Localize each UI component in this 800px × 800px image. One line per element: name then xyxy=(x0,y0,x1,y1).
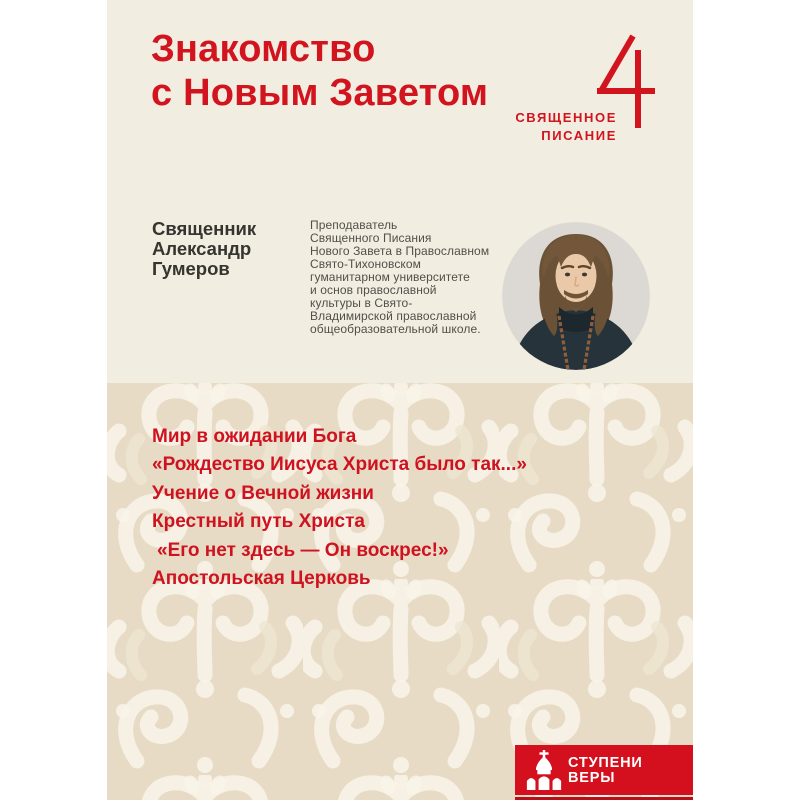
publisher-name-line2: ВЕРЫ xyxy=(568,770,616,786)
author-bio-line: гуманитарном университете xyxy=(310,270,470,284)
book-cover xyxy=(107,0,693,800)
author-name-line: Гумеров xyxy=(152,258,230,279)
author-bio xyxy=(310,219,489,336)
author-name-line: Священник xyxy=(152,218,257,239)
chapter-item: Учение о Вечной жизни xyxy=(152,482,374,504)
series-label xyxy=(515,109,617,145)
chapter-list xyxy=(152,423,527,593)
author-name-line: Александр xyxy=(152,238,252,259)
author-bio-line: общеобразовательной школе. xyxy=(310,322,481,336)
author-bio-line: культуры в Свято- xyxy=(310,296,413,310)
chapter-item: Мир в ожидании Бога xyxy=(152,426,357,447)
author-bio-line: Преподаватель xyxy=(310,218,398,232)
publisher-badge xyxy=(515,745,693,795)
publisher-name xyxy=(568,756,643,786)
chapter-item: Крестный путь Христа xyxy=(152,511,365,533)
series-label-line1: СВЯЩЕННОЕ xyxy=(515,110,617,125)
priest-portrait-photo xyxy=(502,222,650,370)
book-title-line1: Знакомство xyxy=(151,28,376,70)
chapter-item: «Рождество Иисуса Христа было так...» xyxy=(152,454,527,476)
author-bio-line: Свято-Тихоновском xyxy=(310,257,422,271)
church-icon xyxy=(525,750,563,795)
chapter-item: «Его нет здесь — Он воскрес!» xyxy=(157,539,449,561)
author-bio-line: Священного Писания xyxy=(310,231,432,245)
book-title-line2: с Новым Заветом xyxy=(151,72,489,114)
author-bio-line: Владимирской православной xyxy=(310,309,477,323)
book-title xyxy=(151,27,488,115)
author-bio-line: Нового Завета в Православном xyxy=(310,244,490,258)
publisher-name-line1: СТУПЕНИ xyxy=(568,755,643,771)
author-bio-line: и основ православной xyxy=(310,283,437,297)
chapter-item: Апостольская Церковь xyxy=(152,568,371,590)
series-label-line2: ПИСАНИЕ xyxy=(541,128,617,143)
author-name xyxy=(152,219,256,279)
